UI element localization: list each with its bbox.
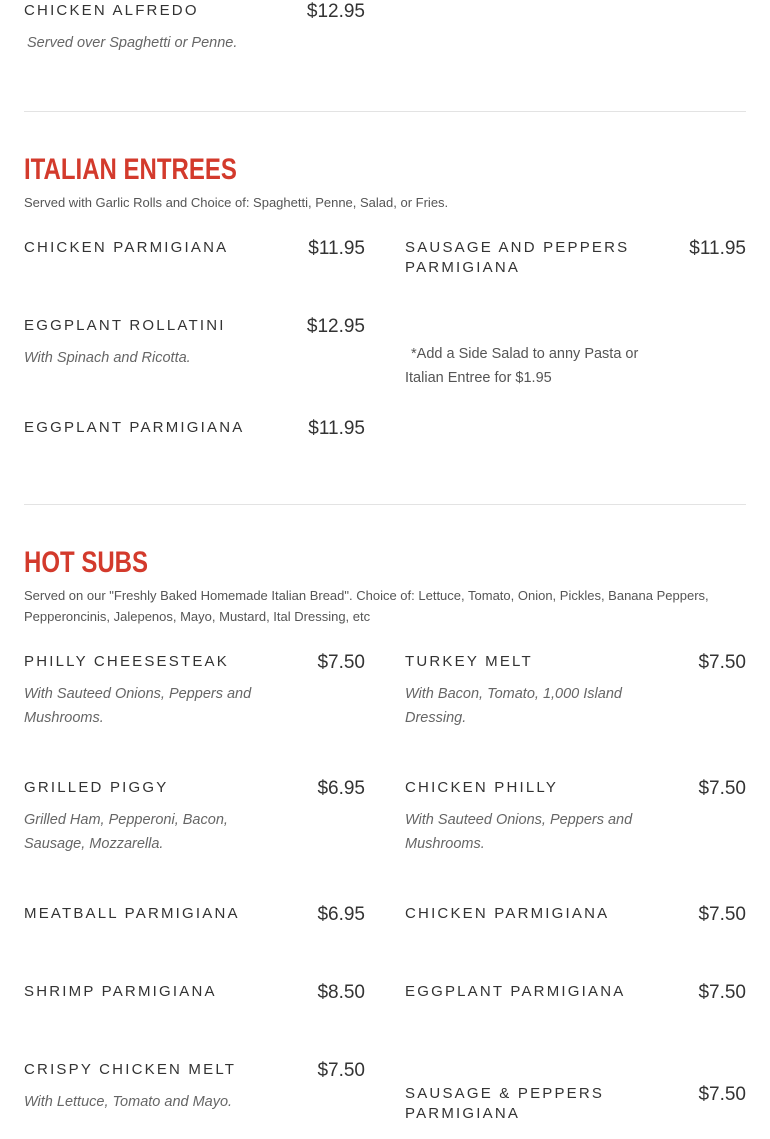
- item-name: MEATBALL PARMIGIANA: [24, 905, 240, 922]
- item-name: EGGPLANT PARMIGIANA: [405, 983, 626, 1000]
- item-desc: Grilled Ham, Pepperoni, Bacon, Sausage, Mozzarella.: [24, 812, 228, 852]
- section-divider: [24, 111, 746, 112]
- item-name: TURKEY MELT: [405, 653, 533, 670]
- item-price-chicken-alfredo: $12.95: [306, 1, 365, 22]
- section-subtitle-italian-entrees: Served with Garlic Rolls and Choice of: Spaghetti, Penne, Salad, or Fries.: [24, 195, 449, 210]
- item-name: SAUSAGE & PEPPERS PARMIGIANA: [405, 1085, 605, 1122]
- item-name: CHICKEN PARMIGIANA: [24, 239, 229, 256]
- item-price: $8.50: [317, 982, 365, 1003]
- section-title-hot-subs: HOT SUBS: [24, 546, 149, 579]
- item-price: $7.50: [698, 652, 746, 673]
- item-desc: With Sauteed Onions, Peppers and Mushrooms.: [24, 686, 252, 726]
- item-price: $7.50: [317, 1060, 365, 1081]
- item-price: $7.50: [698, 778, 746, 799]
- item-desc: With Spinach and Ricotta.: [24, 350, 191, 366]
- item-price: $12.95: [306, 316, 365, 337]
- item-desc: With Sauteed Onions, Peppers and Mushrooms.: [405, 812, 633, 852]
- item-desc: With Lettuce, Tomato and Mayo.: [24, 1094, 233, 1110]
- item-price: $7.50: [698, 1084, 746, 1105]
- item-name: GRILLED PIGGY: [24, 779, 169, 796]
- section-divider: [24, 504, 746, 505]
- item-price: $11.95: [308, 418, 365, 439]
- item-desc-chicken-alfredo: Served over Spaghetti or Penne.: [27, 35, 238, 51]
- section-title-italian-entrees: ITALIAN ENTREES: [24, 153, 237, 186]
- item-price: $7.50: [698, 982, 746, 1003]
- side-salad-note: *Add a Side Salad to anny Pasta or Italian Entree for $1.95: [405, 346, 639, 386]
- item-name: EGGPLANT PARMIGIANA: [24, 419, 245, 436]
- item-name: CHICKEN PARMIGIANA: [405, 905, 610, 922]
- item-price: $7.50: [698, 904, 746, 925]
- item-price: $11.95: [689, 238, 746, 259]
- item-name-chicken-alfredo: CHICKEN ALFREDO: [24, 2, 199, 19]
- item-name: SAUSAGE AND PEPPERS PARMIGIANA: [405, 239, 630, 276]
- item-price: $7.50: [317, 652, 365, 673]
- item-name: PHILLY CHEESESTEAK: [24, 653, 229, 670]
- item-name: CRISPY CHICKEN MELT: [24, 1061, 237, 1078]
- item-desc: With Bacon, Tomato, 1,000 Island Dressing.: [405, 686, 622, 726]
- item-price: $11.95: [308, 238, 365, 259]
- item-name: SHRIMP PARMIGIANA: [24, 983, 217, 1000]
- section-subtitle-hot-subs: Served on our "Freshly Baked Homemade Italian Bread". Choice of: Lettuce, Tomato, Onion, Pickles, Banana Peppers, Pepperoncinis, Jalepenos, Mayo, Mustard, Ital Dressing, etc: [24, 588, 709, 624]
- item-name: EGGPLANT ROLLATINI: [24, 317, 226, 334]
- item-price: $6.95: [317, 904, 365, 925]
- item-price: $6.95: [317, 778, 365, 799]
- item-name: CHICKEN PHILLY: [405, 779, 559, 796]
